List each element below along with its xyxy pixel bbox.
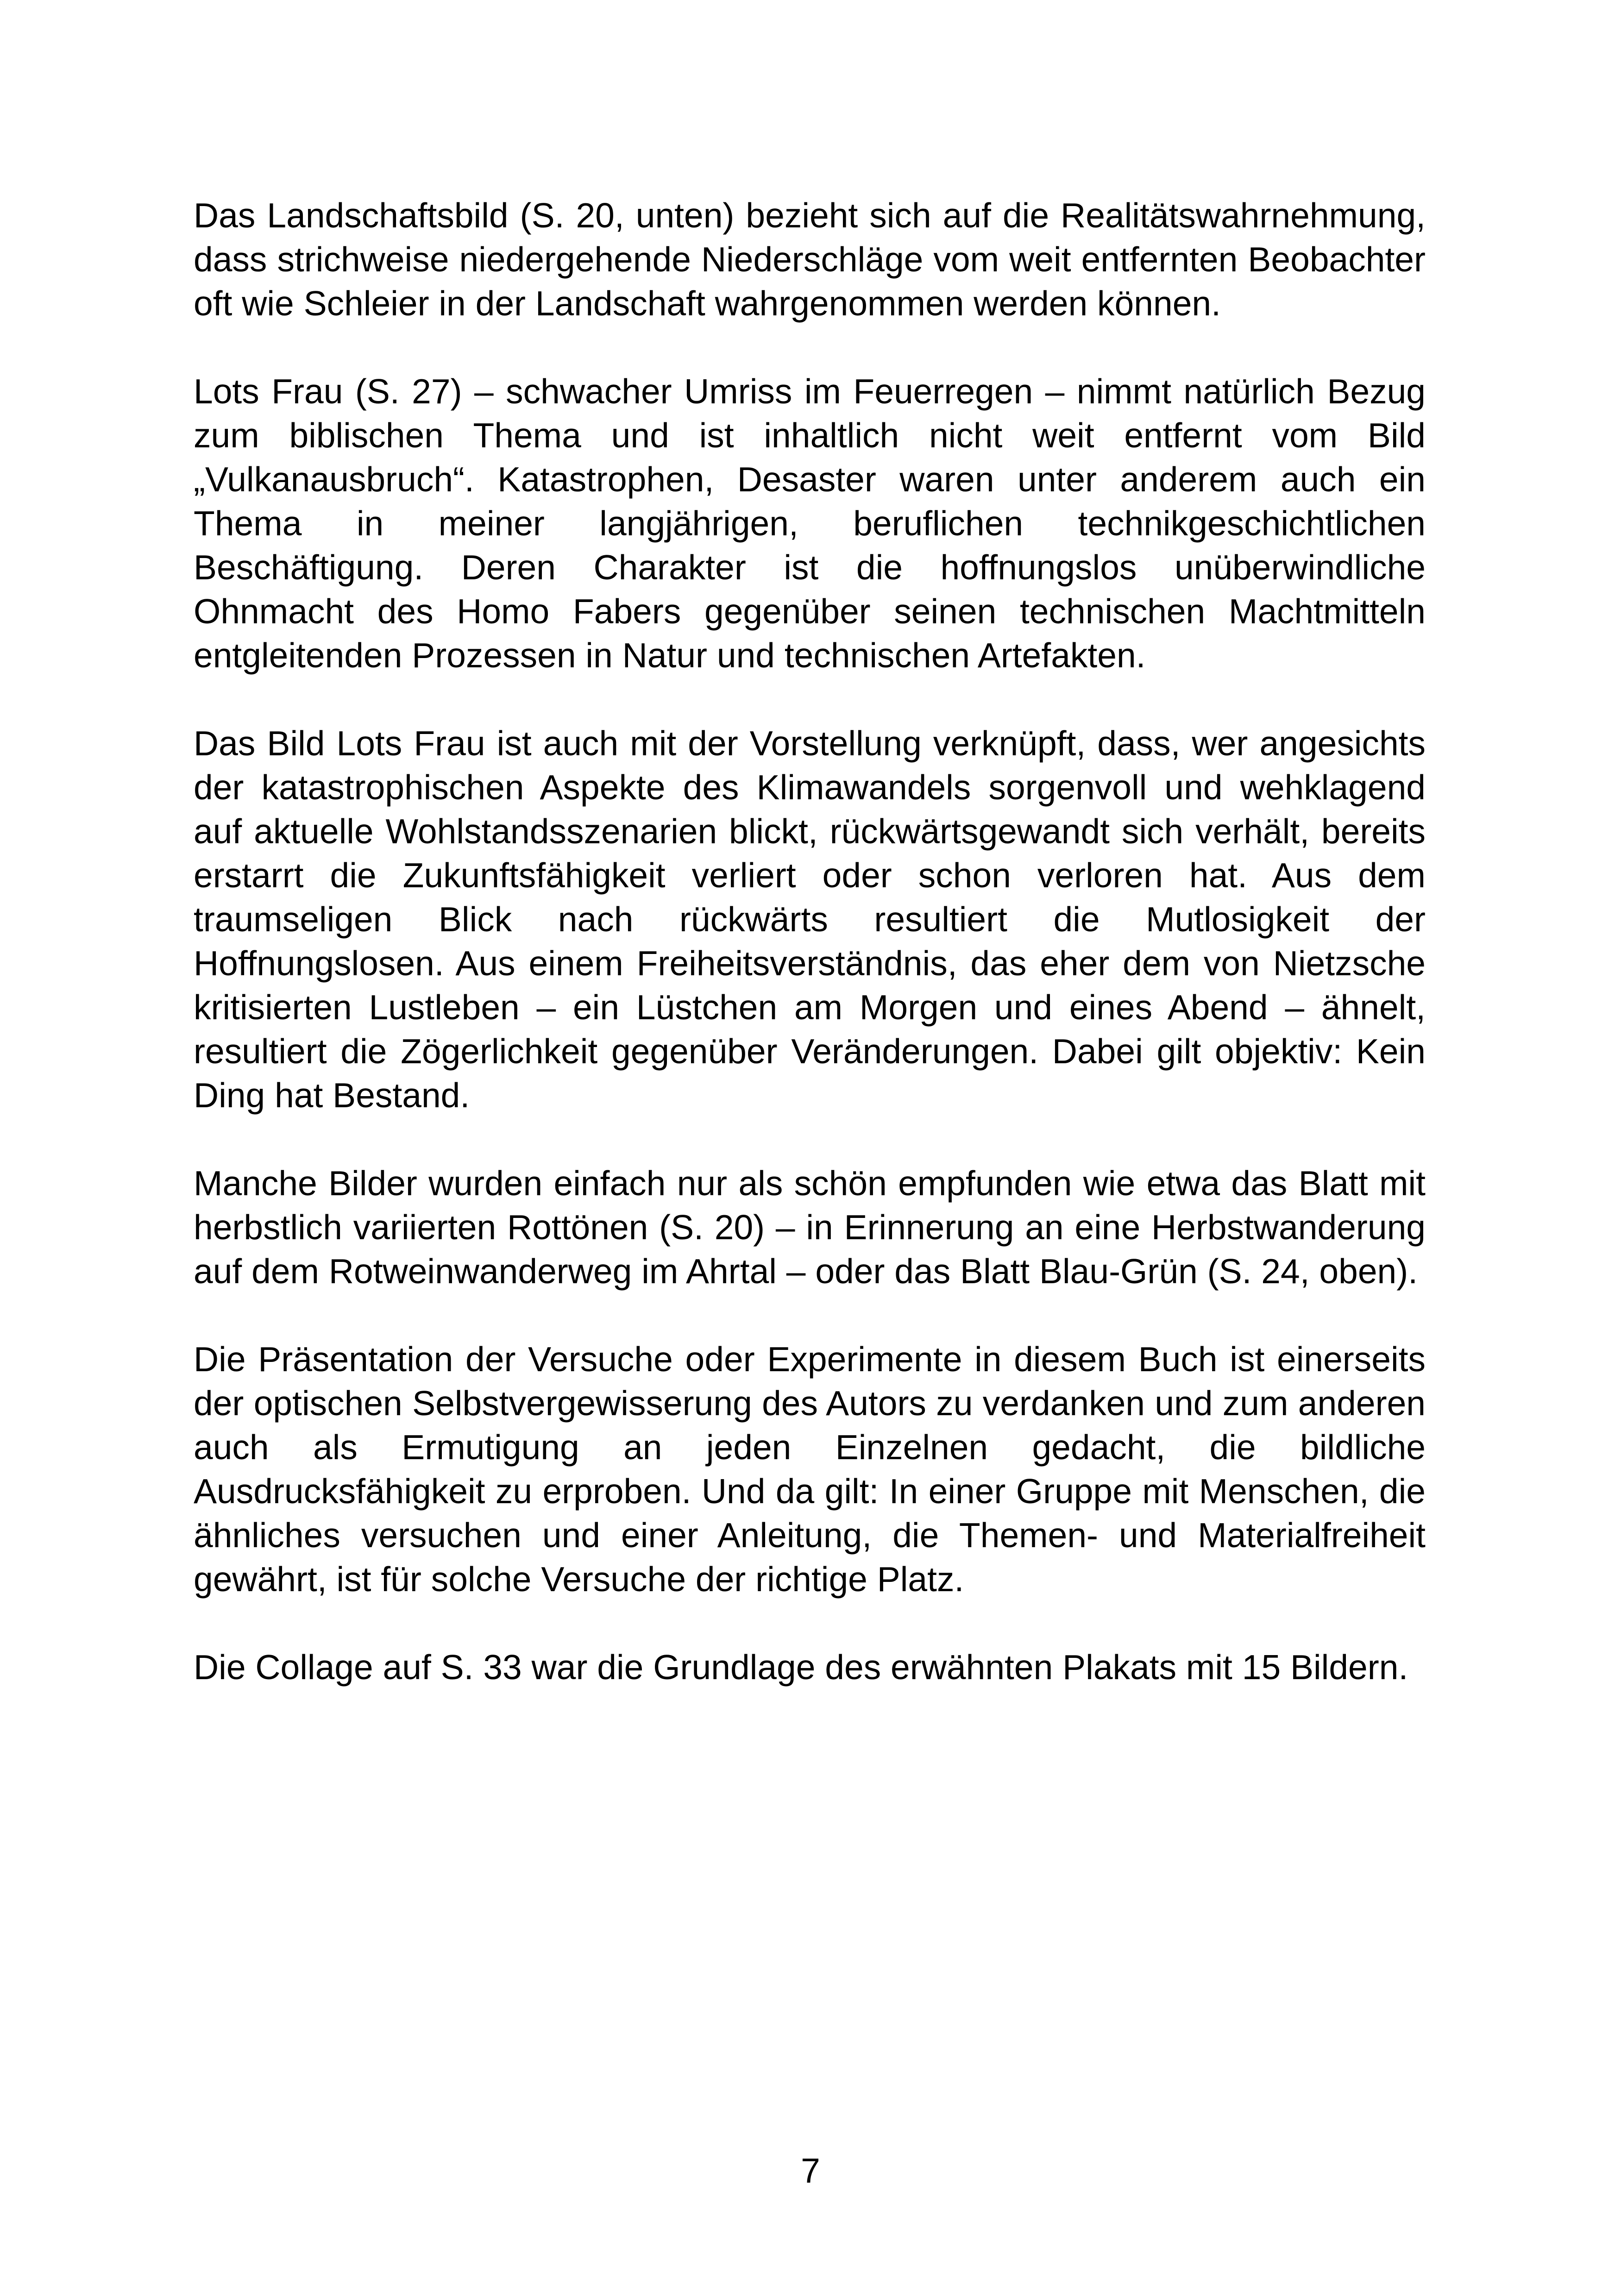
paragraph-praesentation: Die Präsentation der Versuche oder Experimente in diesem Buch ist einerseits der optischen Selbstvergewisserung des Autors zu verdanken und zum anderen auch als Ermutigung an jeden Einzelnen gedacht, die bildliche Ausdrucksfähigkeit zu erproben. Und da gilt: In einer Gruppe mit Menschen, die ähnliches versuchen und einer Anleitung, die Themen- und Materialfreiheit gewährt, ist für solche Versuche der richtige Platz.	[194, 1340, 1426, 1599]
page-number: 7	[801, 2151, 820, 2190]
paragraph-collage: Die Collage auf S. 33 war die Grundlage des erwähnten Plakats mit 15 Bildern.	[194, 1648, 1408, 1687]
body-text	[194, 194, 1426, 1733]
paragraph-manche-bilder: Manche Bilder wurden einfach nur als schön empfunden wie etwa das Blatt mit herbstlich variierten Rottönen (S. 20) – in Erinnerung an eine Herbstwanderung auf dem Rotweinwanderweg im Ahrtal – oder das Blatt Blau-Grün (S. 24, oben).	[194, 1164, 1426, 1291]
paragraph-lots-frau: Lots Frau (S. 27) – schwacher Umriss im Feuerregen – nimmt natürlich Bezug zum biblischen Thema und ist inhaltlich nicht weit entfernt vom Bild „Vulkanausbruch“. Katastrophen, Desaster waren unter anderem auch ein Thema in meiner langjährigen, beruflichen technikgeschichtlichen Beschäftigung. Deren Charakter ist die hoffnungslos unüberwindliche Ohnmacht des Homo Fabers gegenüber seinen technischen Machtmitteln entgleitenden Prozessen in Natur und technischen Artefakten.	[194, 372, 1426, 675]
paragraph-landschaftsbild: Das Landschaftsbild (S. 20, unten) bezieht sich auf die Realitätswahrnehmung, dass strichweise niedergehende Niederschläge vom weit entfernten Beobachter oft wie Schleier in der Landschaft wahrgenommen werden können.	[194, 196, 1426, 323]
paragraph-bild-lots-frau: Das Bild Lots Frau ist auch mit der Vorstellung verknüpft, dass, wer angesichts der katastrophischen Aspekte des Klimawandels sorgenvoll und wehklagend auf aktuelle Wohlstandsszenarien blickt, rückwärtsgewandt sich verhält, bereits erstarrt die Zukunftsfähigkeit verliert oder schon verloren hat. Aus dem traumseligen Blick nach rückwärts resultiert die Mutlosigkeit der Hoffnungslosen. Aus einem Freiheitsverständnis, das eher dem von Nietzsche kritisierten Lustleben – ein Lüstchen am Morgen und eines Abend – ähnelt, resultiert die Zögerlichkeit gegenüber Veränderungen. Dabei gilt objektiv: Kein Ding hat Bestand.	[194, 724, 1426, 1115]
